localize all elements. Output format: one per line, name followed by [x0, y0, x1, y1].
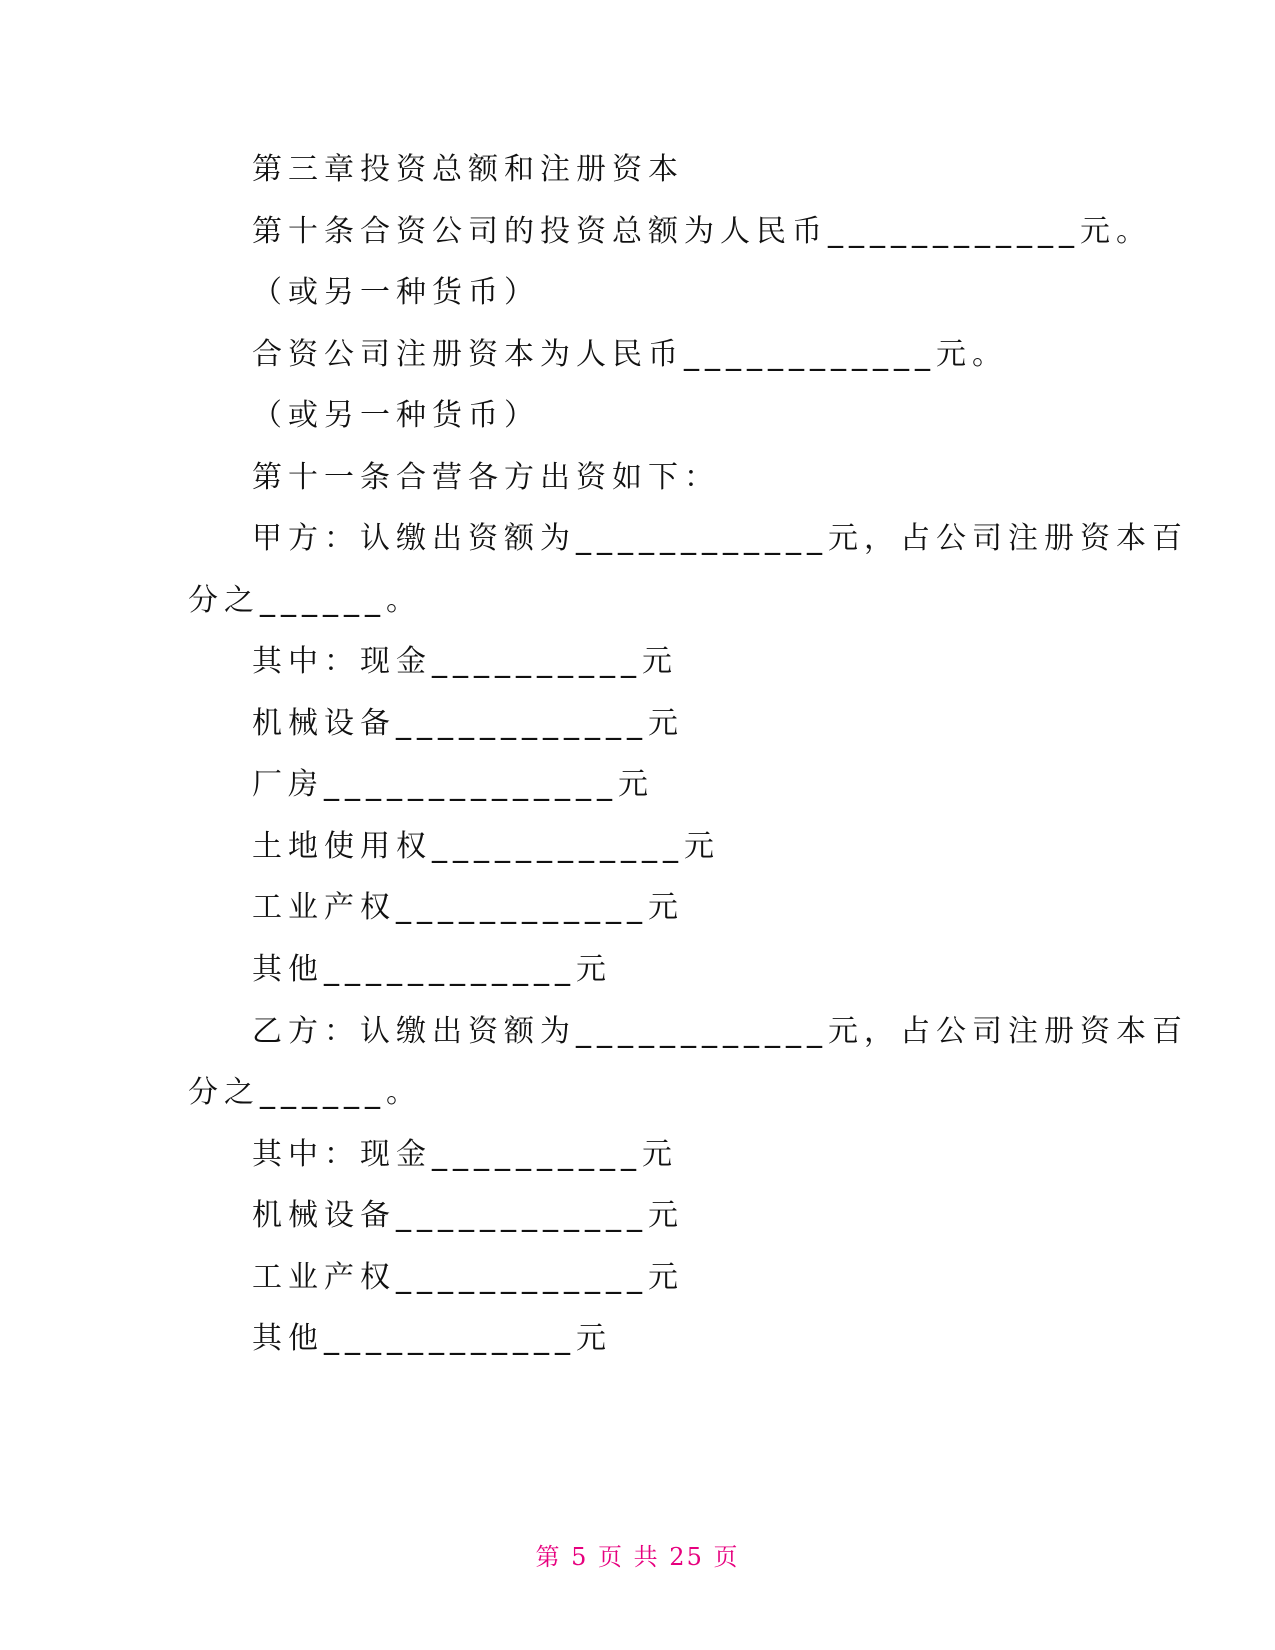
article-10-total-investment: 第十条合资公司的投资总额为人民币____________元。 [252, 214, 1152, 249]
party-b-contribution: 乙方：认缴出资额为____________元，占公司注册资本百 [252, 1014, 1188, 1049]
party-b-other: 其他____________元 [252, 1321, 612, 1356]
registered-capital-line: 合资公司注册资本为人民币____________元。 [252, 337, 1008, 372]
party-b-machinery: 机械设备____________元 [252, 1198, 684, 1233]
party-a-industrial-property: 工业产权____________元 [252, 890, 684, 925]
party-a-land-use-right: 土地使用权____________元 [252, 829, 720, 864]
party-a-contribution: 甲方：认缴出资额为____________元，占公司注册资本百 [252, 521, 1188, 556]
party-a-other: 其他____________元 [252, 952, 612, 987]
alt-currency-note-1: （或另一种货币） [252, 275, 540, 310]
party-a-cash: 其中：现金__________元 [252, 644, 678, 679]
article-11-heading: 第十一条合营各方出资如下： [252, 460, 720, 495]
party-a-machinery: 机械设备____________元 [252, 706, 684, 741]
party-a-plant: 厂房______________元 [252, 767, 654, 802]
alt-currency-note-2: （或另一种货币） [252, 398, 540, 433]
party-a-percentage: 分之______。 [188, 583, 422, 618]
chapter-heading: 第三章投资总额和注册资本 [252, 152, 684, 187]
party-b-percentage: 分之______。 [188, 1075, 422, 1110]
page-number-footer: 第 5 页 共 25 页 [535, 1543, 740, 1571]
party-b-cash: 其中：现金__________元 [252, 1137, 678, 1172]
party-b-industrial-property: 工业产权____________元 [252, 1260, 684, 1295]
